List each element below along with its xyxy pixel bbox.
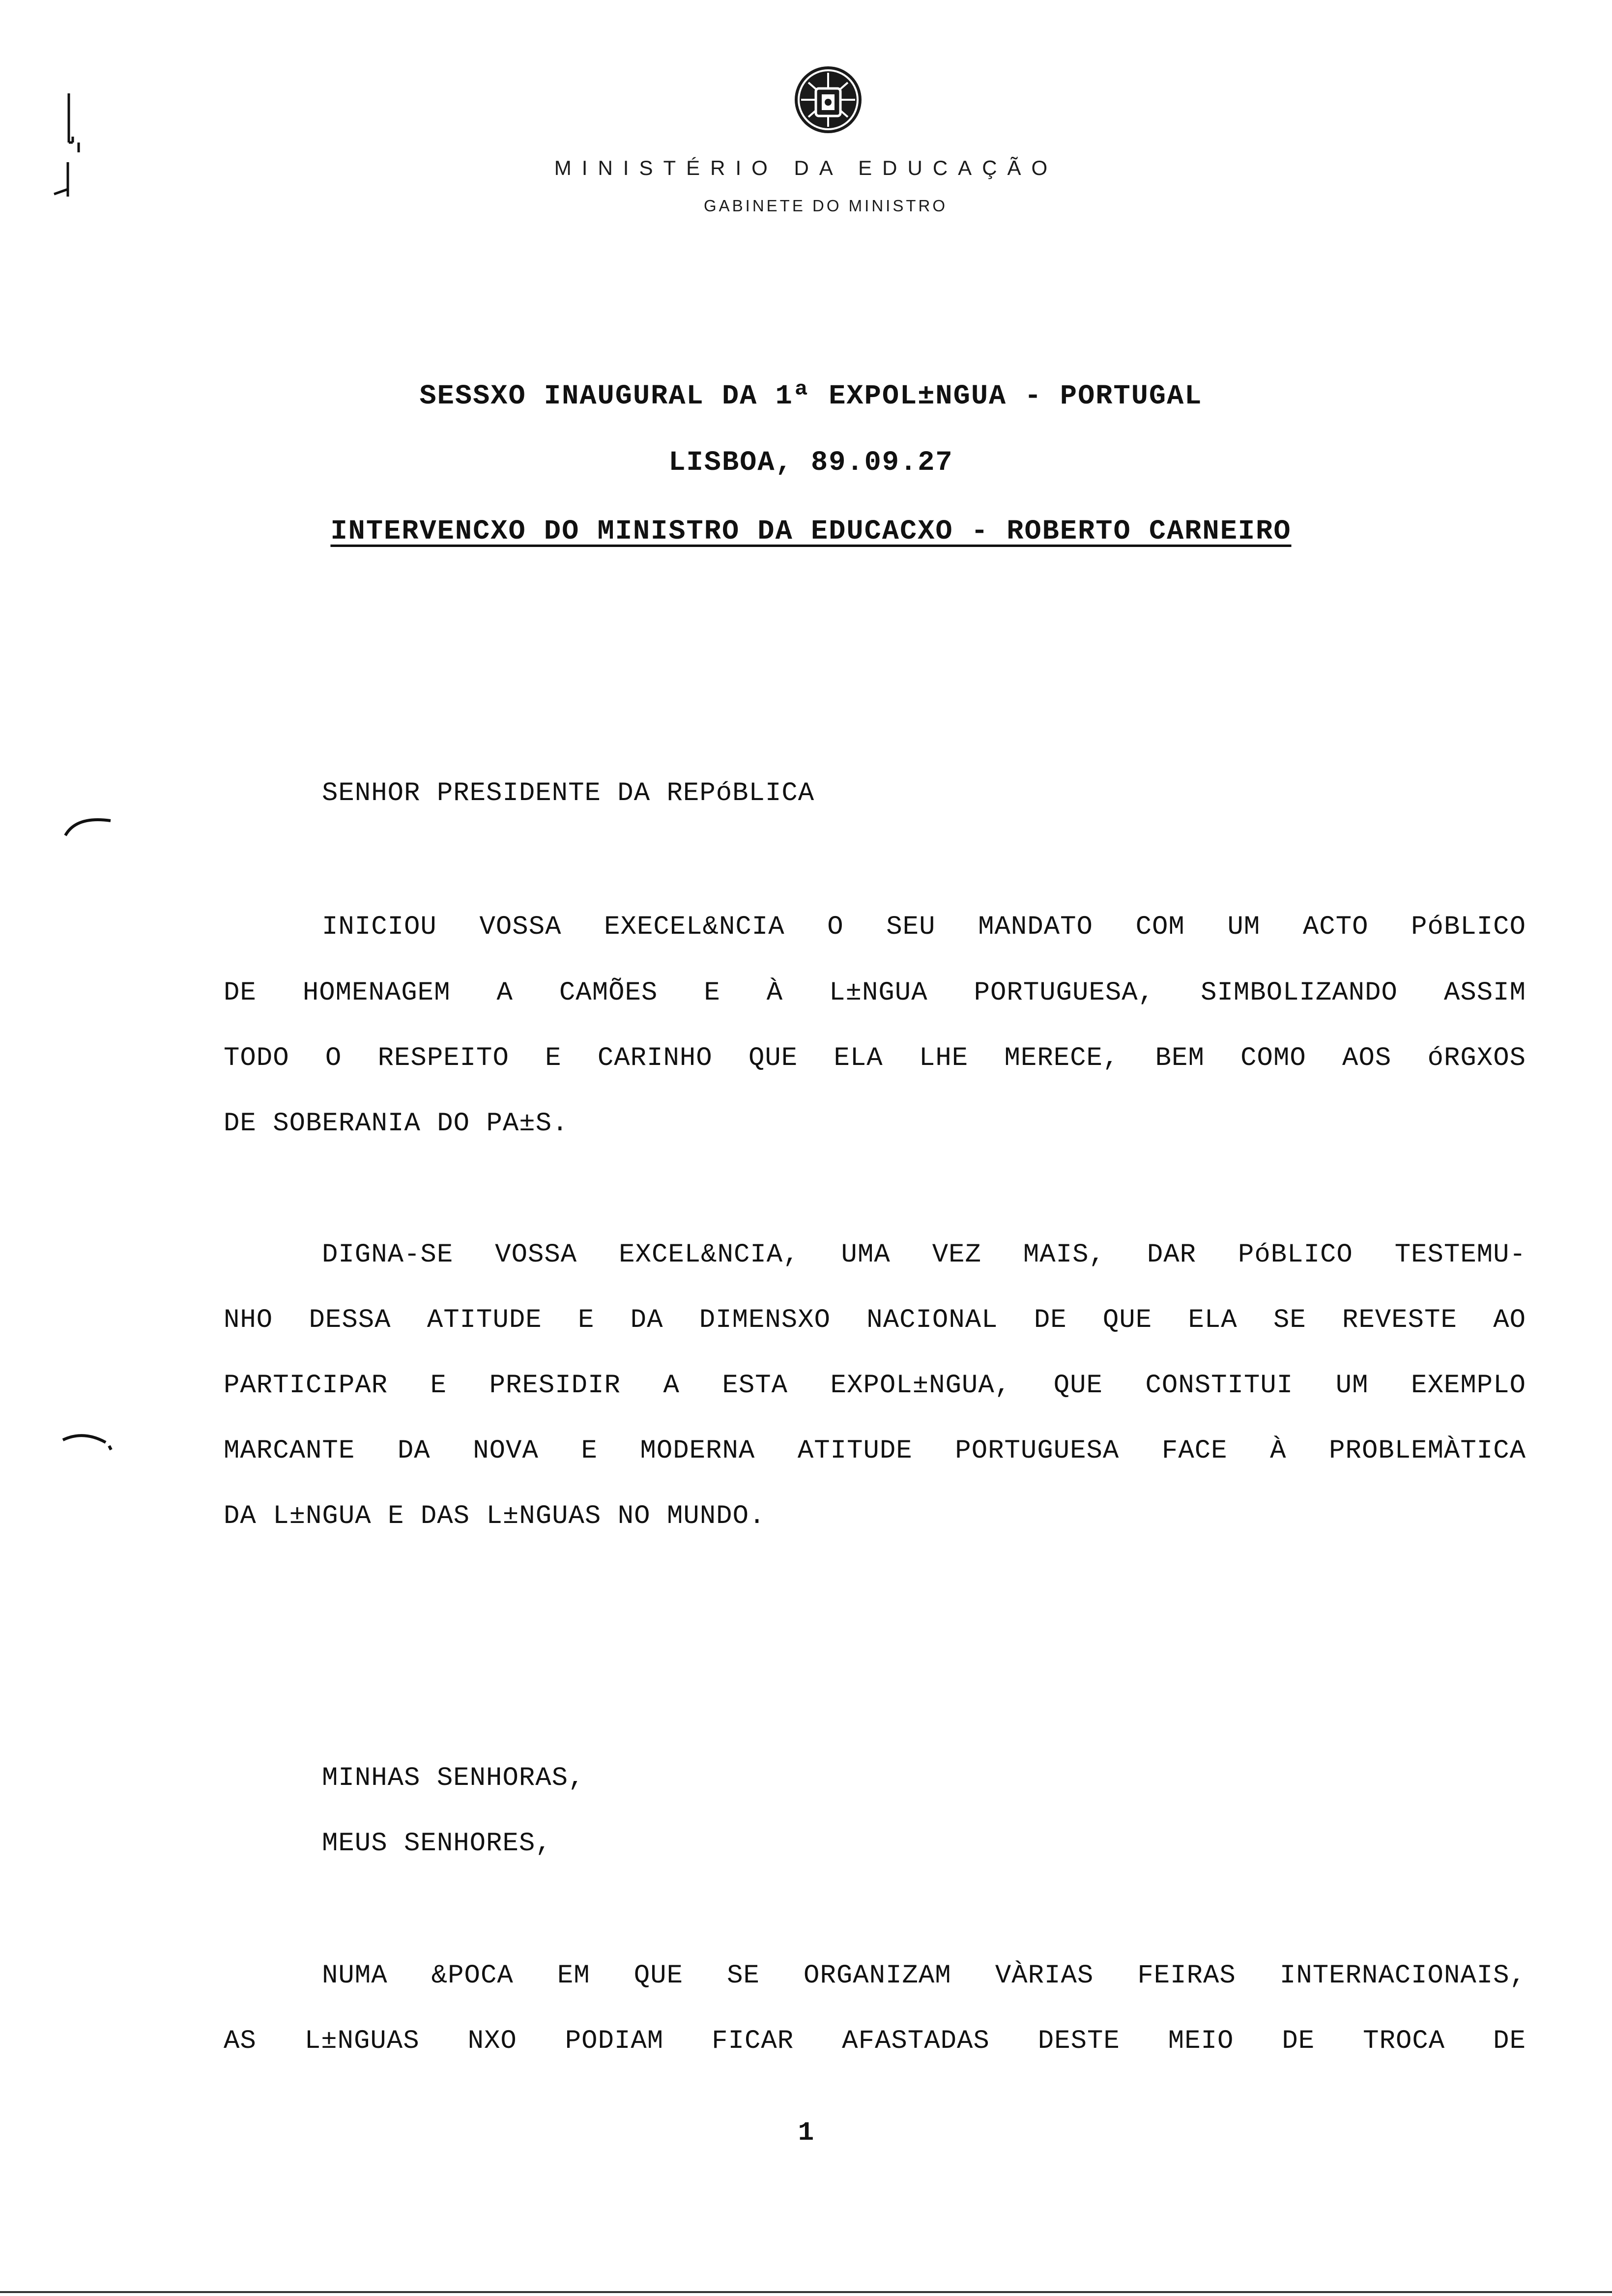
salutation-ladies: MINHAS SENHORAS,	[322, 1763, 585, 1793]
paragraph-2-line: DA L±NGUA E DAS L±NGUAS NO MUNDO.	[224, 1501, 766, 1531]
place-date: LISBOA, 89.09.27	[668, 447, 953, 479]
scan-mark-top-left	[44, 88, 103, 201]
salutation-president: SENHOR PRESIDENTE DA REPóBLICA	[322, 778, 815, 808]
paragraph-1-line: TODO O RESPEITO E CARINHO QUE ELA LHE MERECE, BEM COMO AOS óRGXOS	[224, 1043, 1526, 1073]
scan-mark-left-1	[61, 806, 115, 840]
scan-edge-line	[0, 2291, 1612, 2293]
paragraph-1-line: DE SOBERANIA DO PA±S.	[224, 1109, 569, 1139]
cabinet-name: GABINETE DO MINISTRO	[703, 197, 948, 215]
salutation-gentlemen: MEUS SENHORES,	[322, 1829, 552, 1859]
page-number: 1	[798, 2118, 814, 2148]
paragraph-2-line: NHO DESSA ATITUDE E DA DIMENSXO NACIONAL DE QUE ELA SE REVESTE AO	[224, 1305, 1526, 1335]
coat-of-arms-emblem	[791, 63, 865, 137]
paragraph-2-line: PARTICIPAR E PRESIDIR A ESTA EXPOL±NGUA, QUE CONSTITUI UM EXEMPLO	[224, 1371, 1526, 1401]
paragraph-1-line: INICIOU VOSSA EXECEL&NCIA O SEU MANDATO COM UM ACTO PóBLICO	[322, 912, 1526, 942]
speech-heading: INTERVENCXO DO MINISTRO DA EDUCACXO - ROBERTO CARNEIRO	[330, 516, 1292, 547]
ministry-name: MINISTÉRIO DA EDUCAÇÃO	[554, 156, 1058, 179]
paragraph-3-line: NUMA &POCA EM QUE SE ORGANIZAM VÀRIAS FEIRAS INTERNACIONAIS,	[322, 1961, 1526, 1991]
scan-mark-left-2	[59, 1425, 118, 1455]
paragraph-3-line: AS L±NGUAS NXO PODIAM FICAR AFASTADAS DESTE MEIO DE TROCA DE	[224, 2026, 1526, 2056]
session-title: SESSXO INAUGURAL DA 1ª EXPOL±NGUA - PORTUGAL	[419, 381, 1203, 412]
paragraph-2-line: DIGNA-SE VOSSA EXCEL&NCIA, UMA VEZ MAIS, DAR PóBLICO TESTEMU-	[322, 1240, 1526, 1270]
paragraph-2-line: MARCANTE DA NOVA E MODERNA ATITUDE PORTUGUESA FACE À PROBLEMÀTICA	[224, 1436, 1526, 1466]
paragraph-1-line: DE HOMENAGEM A CAMÕES E À L±NGUA PORTUGUESA, SIMBOLIZANDO ASSIM	[224, 978, 1526, 1008]
